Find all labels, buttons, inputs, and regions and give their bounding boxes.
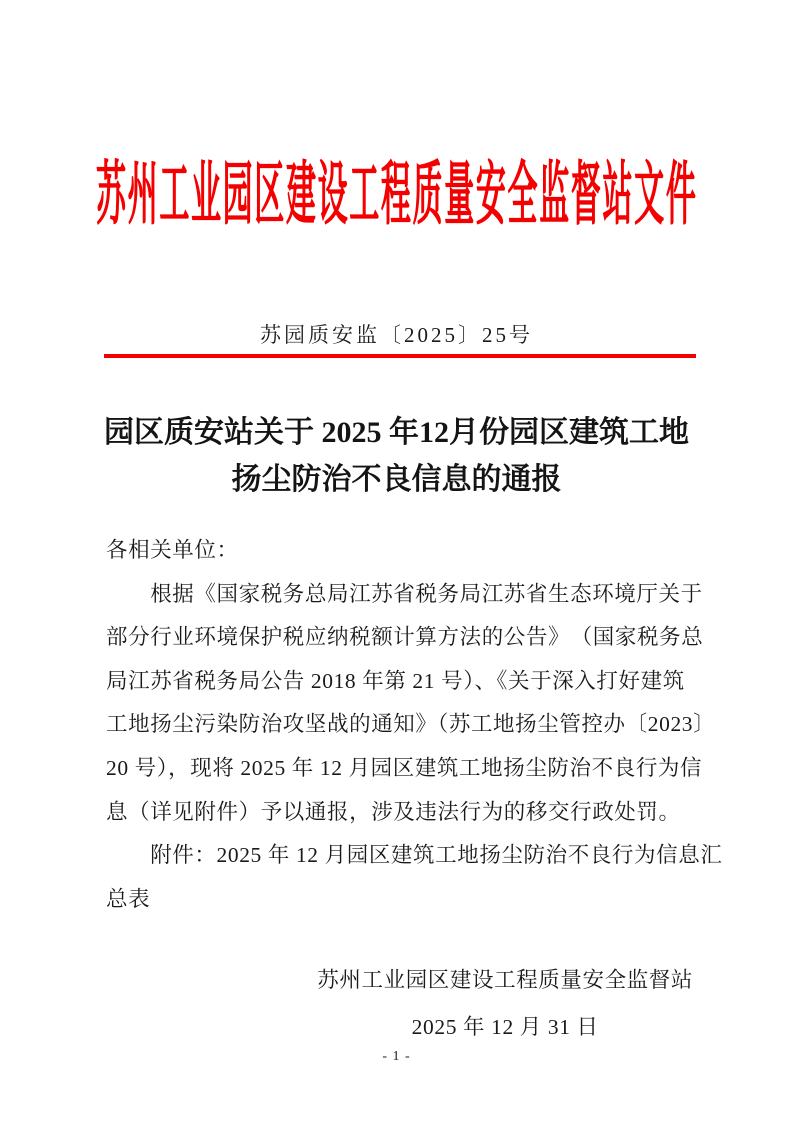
signature-date: 2025 年 12 月 31 日 (411, 1015, 599, 1039)
header-title-char: 监 (539, 157, 570, 234)
header-title-char: 工 (349, 157, 380, 234)
signature-block (317, 957, 693, 1051)
header-title-char: 督 (570, 157, 601, 234)
red-divider-line (104, 354, 696, 358)
header-title-char: 苏 (96, 157, 126, 234)
doc-number: 苏园质安监〔2025〕25号 (260, 323, 533, 347)
body-line: 息（详见附件）予以通报，涉及违法行为的移交行政处罚。 (106, 799, 681, 824)
header-title-char: 质 (412, 157, 443, 234)
body-line: 部分行业环境保护税应纳税额计算方法的公告》 （国家税务总 (106, 625, 704, 650)
header-title-char: 量 (444, 157, 475, 234)
header-title-char: 全 (507, 157, 538, 234)
header-title-char: 区 (254, 157, 285, 234)
header-title-char: 安 (475, 157, 506, 234)
body-line: 根据《国家税务总局江苏省税务局江苏省生态环境厅关于 (106, 581, 703, 606)
page-number: - 1 - (382, 1049, 411, 1064)
header-title-char: 州 (127, 157, 158, 234)
header-title-char: 站 (602, 157, 633, 234)
body-line: 工地扬尘污染防治攻坚战的通知》（苏工地扬尘管控办〔2023〕 (106, 712, 716, 737)
header-title-char: 件 (665, 157, 696, 234)
document-header-title (96, 152, 696, 242)
header-title-char: 建 (285, 157, 316, 234)
document-title (0, 409, 793, 503)
signature-organization: 苏州工业园区建设工程质量安全监督站 (317, 968, 693, 992)
body-line: 总表 (106, 886, 151, 911)
header-title-char: 设 (317, 157, 348, 234)
body-line: 局江苏省税务局公告 2018 年第 21 号）、《关于深入打好建筑 (106, 668, 685, 693)
body-line: 20 号），现将 2025 年 12 月园区建筑工地扬尘防治不良行为信 (106, 755, 703, 780)
document-title-line1: 园区质安站关于 2025 年12月份园区建筑工地 (104, 416, 689, 449)
body-line: 各相关单位： (106, 538, 239, 562)
header-title-char: 文 (634, 157, 665, 234)
document-body (106, 529, 723, 921)
header-title-char: 工 (159, 157, 190, 234)
document-title-line2: 扬尘防治不良信息的通报 (231, 463, 562, 496)
header-title-char: 园 (222, 157, 253, 234)
body-line: 附件：2025 年 12 月园区建筑工地扬尘防治不良行为信息汇 (106, 843, 723, 868)
header-title-char: 业 (190, 157, 221, 234)
header-title-char: 程 (380, 157, 411, 234)
